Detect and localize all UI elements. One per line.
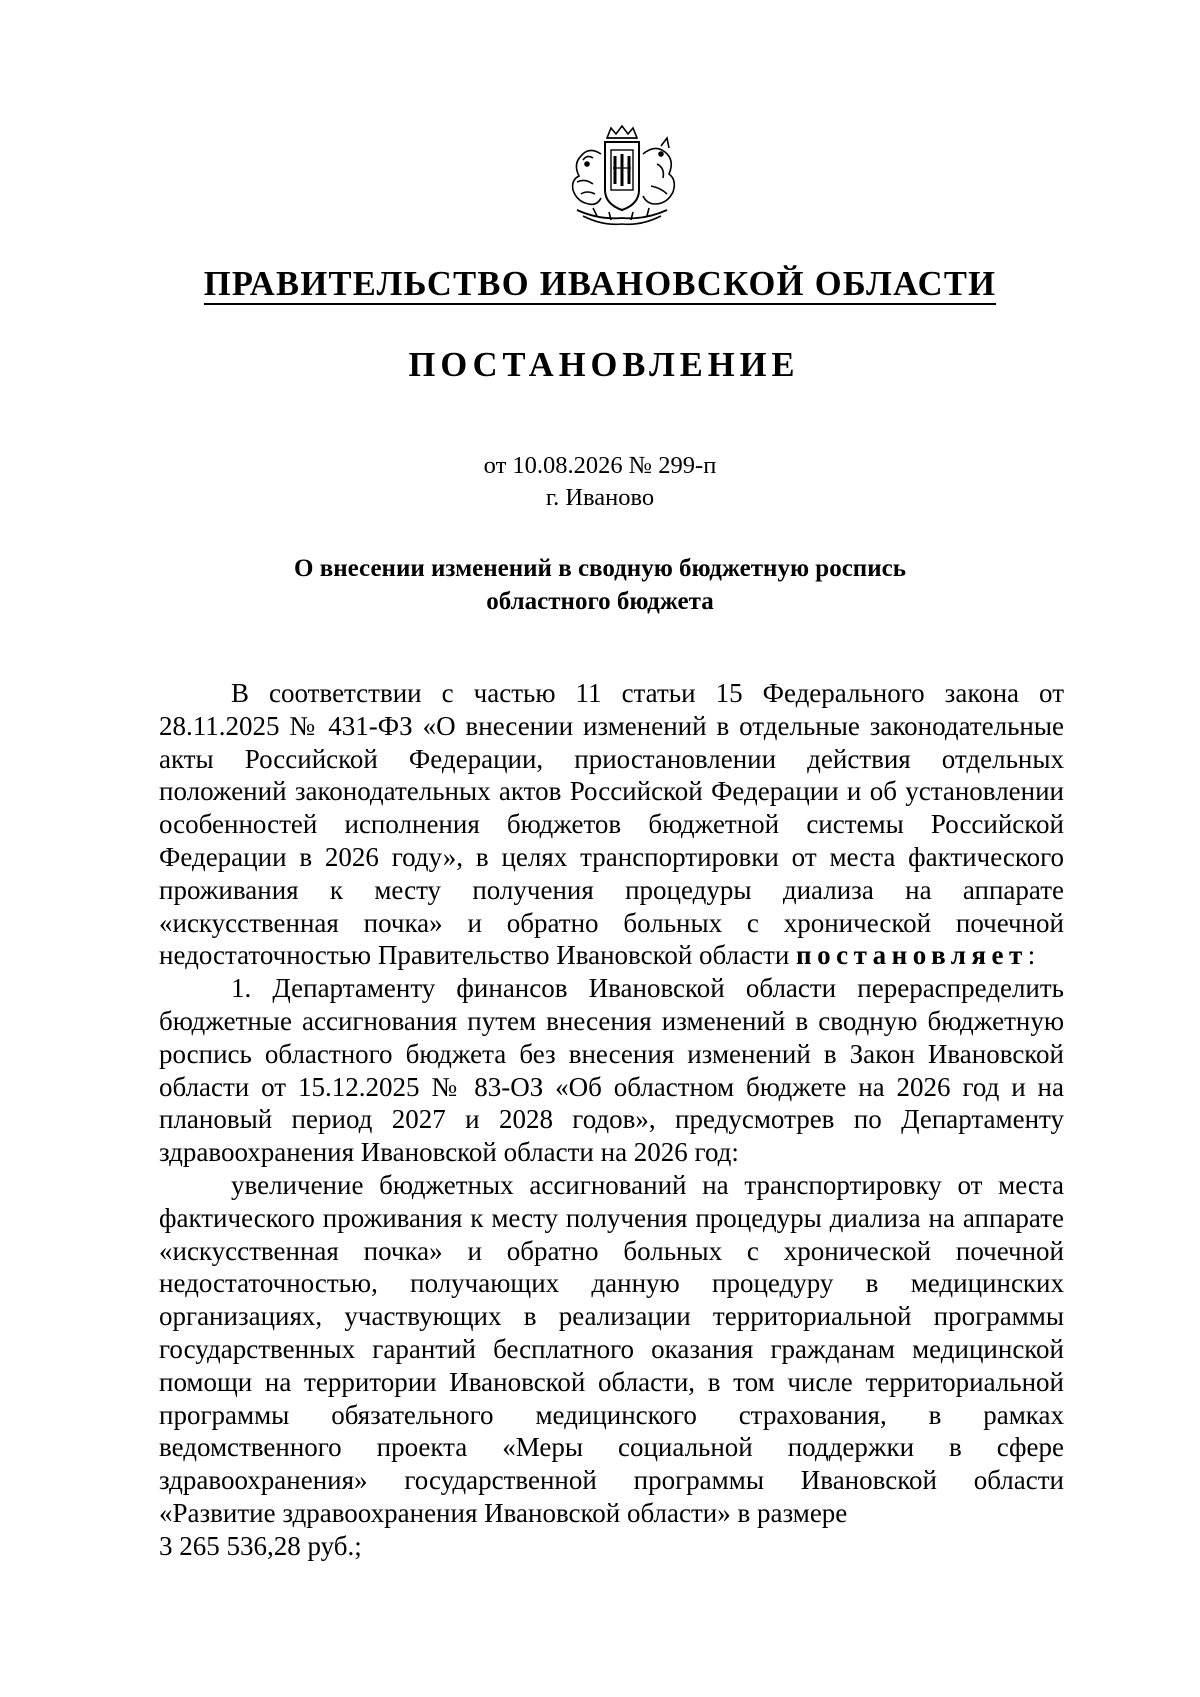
decree-word: постановляет [796,940,1028,971]
subject-line-1: О внесении изменений в сводную бюджетную роспись [294,555,906,582]
document-subject [0,552,1200,618]
preamble-paragraph [159,677,1064,972]
item-1-paragraph: 1. Департаменту финансов Ивановской области перераспределить бюджетные ассигнования путем внесения изменений в сводную бюджетную роспись областного бюджета без внесения изменений в Закон Ивановской области от 15.12.2025 № 83-ОЗ «Об областном бюджете на 2026 год и на плановый период 2027 и 2028 годов», предусмотрев по Департаменту здравоохранения Ивановской области на 2026 год: [159,973,1064,1168]
coat-of-arms-icon [563,124,681,232]
amount-value: 3 265 536,28 руб.; [159,1530,362,1561]
item-1-sub-paragraph: увеличение бюджетных ассигнований на транспортировку от места фактического проживания к месту получения процедуры диализа на аппарате «искусственная почка» и обратно больных с хронической почечной недостаточностью, получающих данную процедуру в медицинских организациях, участвующих в реализации территориальной программы государственных гарантий бесплатного оказания гражданам медицинской помощи на территории Ивановской области, в том числе территориальной программы обязательного медицинского страхования, в рамках ведомственного проекта «Меры социальной поддержки в сфере здравоохранения» государственной программы Ивановской области «Развитие здравоохранения Ивановской области» в размере [159,1169,1064,1528]
document-body [159,677,1064,1563]
organization-title [0,262,1200,306]
decree-colon: : [1027,940,1036,971]
subject-line-2: областного бюджета [486,588,714,615]
preamble-text: В соответствии с частью 11 статьи 15 Федерального закона от 28.11.2025 № 431-ФЗ «О внесении изменений в отдельные законодательные акты Российской Федерации, приостановлении действия отдельных положений законодательных актов Российской Федерации и об установлении особенностей исполнения бюджетов бюджетной системы Российской Федерации в 2026 году», в целях транспортировки от места фактического проживания к месту получения процедуры диализа на аппарате «искусственная почка» и обратно больных с хронической почечной недостаточностью Правительство Ивановской области [159,678,1064,971]
document-date-number: от 10.08.2026 № 299-п [483,452,717,479]
organization-title-text: ПРАВИТЕЛЬСТВО ИВАНОВСКОЙ ОБЛАСТИ [203,265,997,303]
document-city: г. Иваново [545,484,655,511]
document-meta [0,450,1200,514]
document-type-heading: ПОСТАНОВЛЕНИЕ [408,346,800,384]
